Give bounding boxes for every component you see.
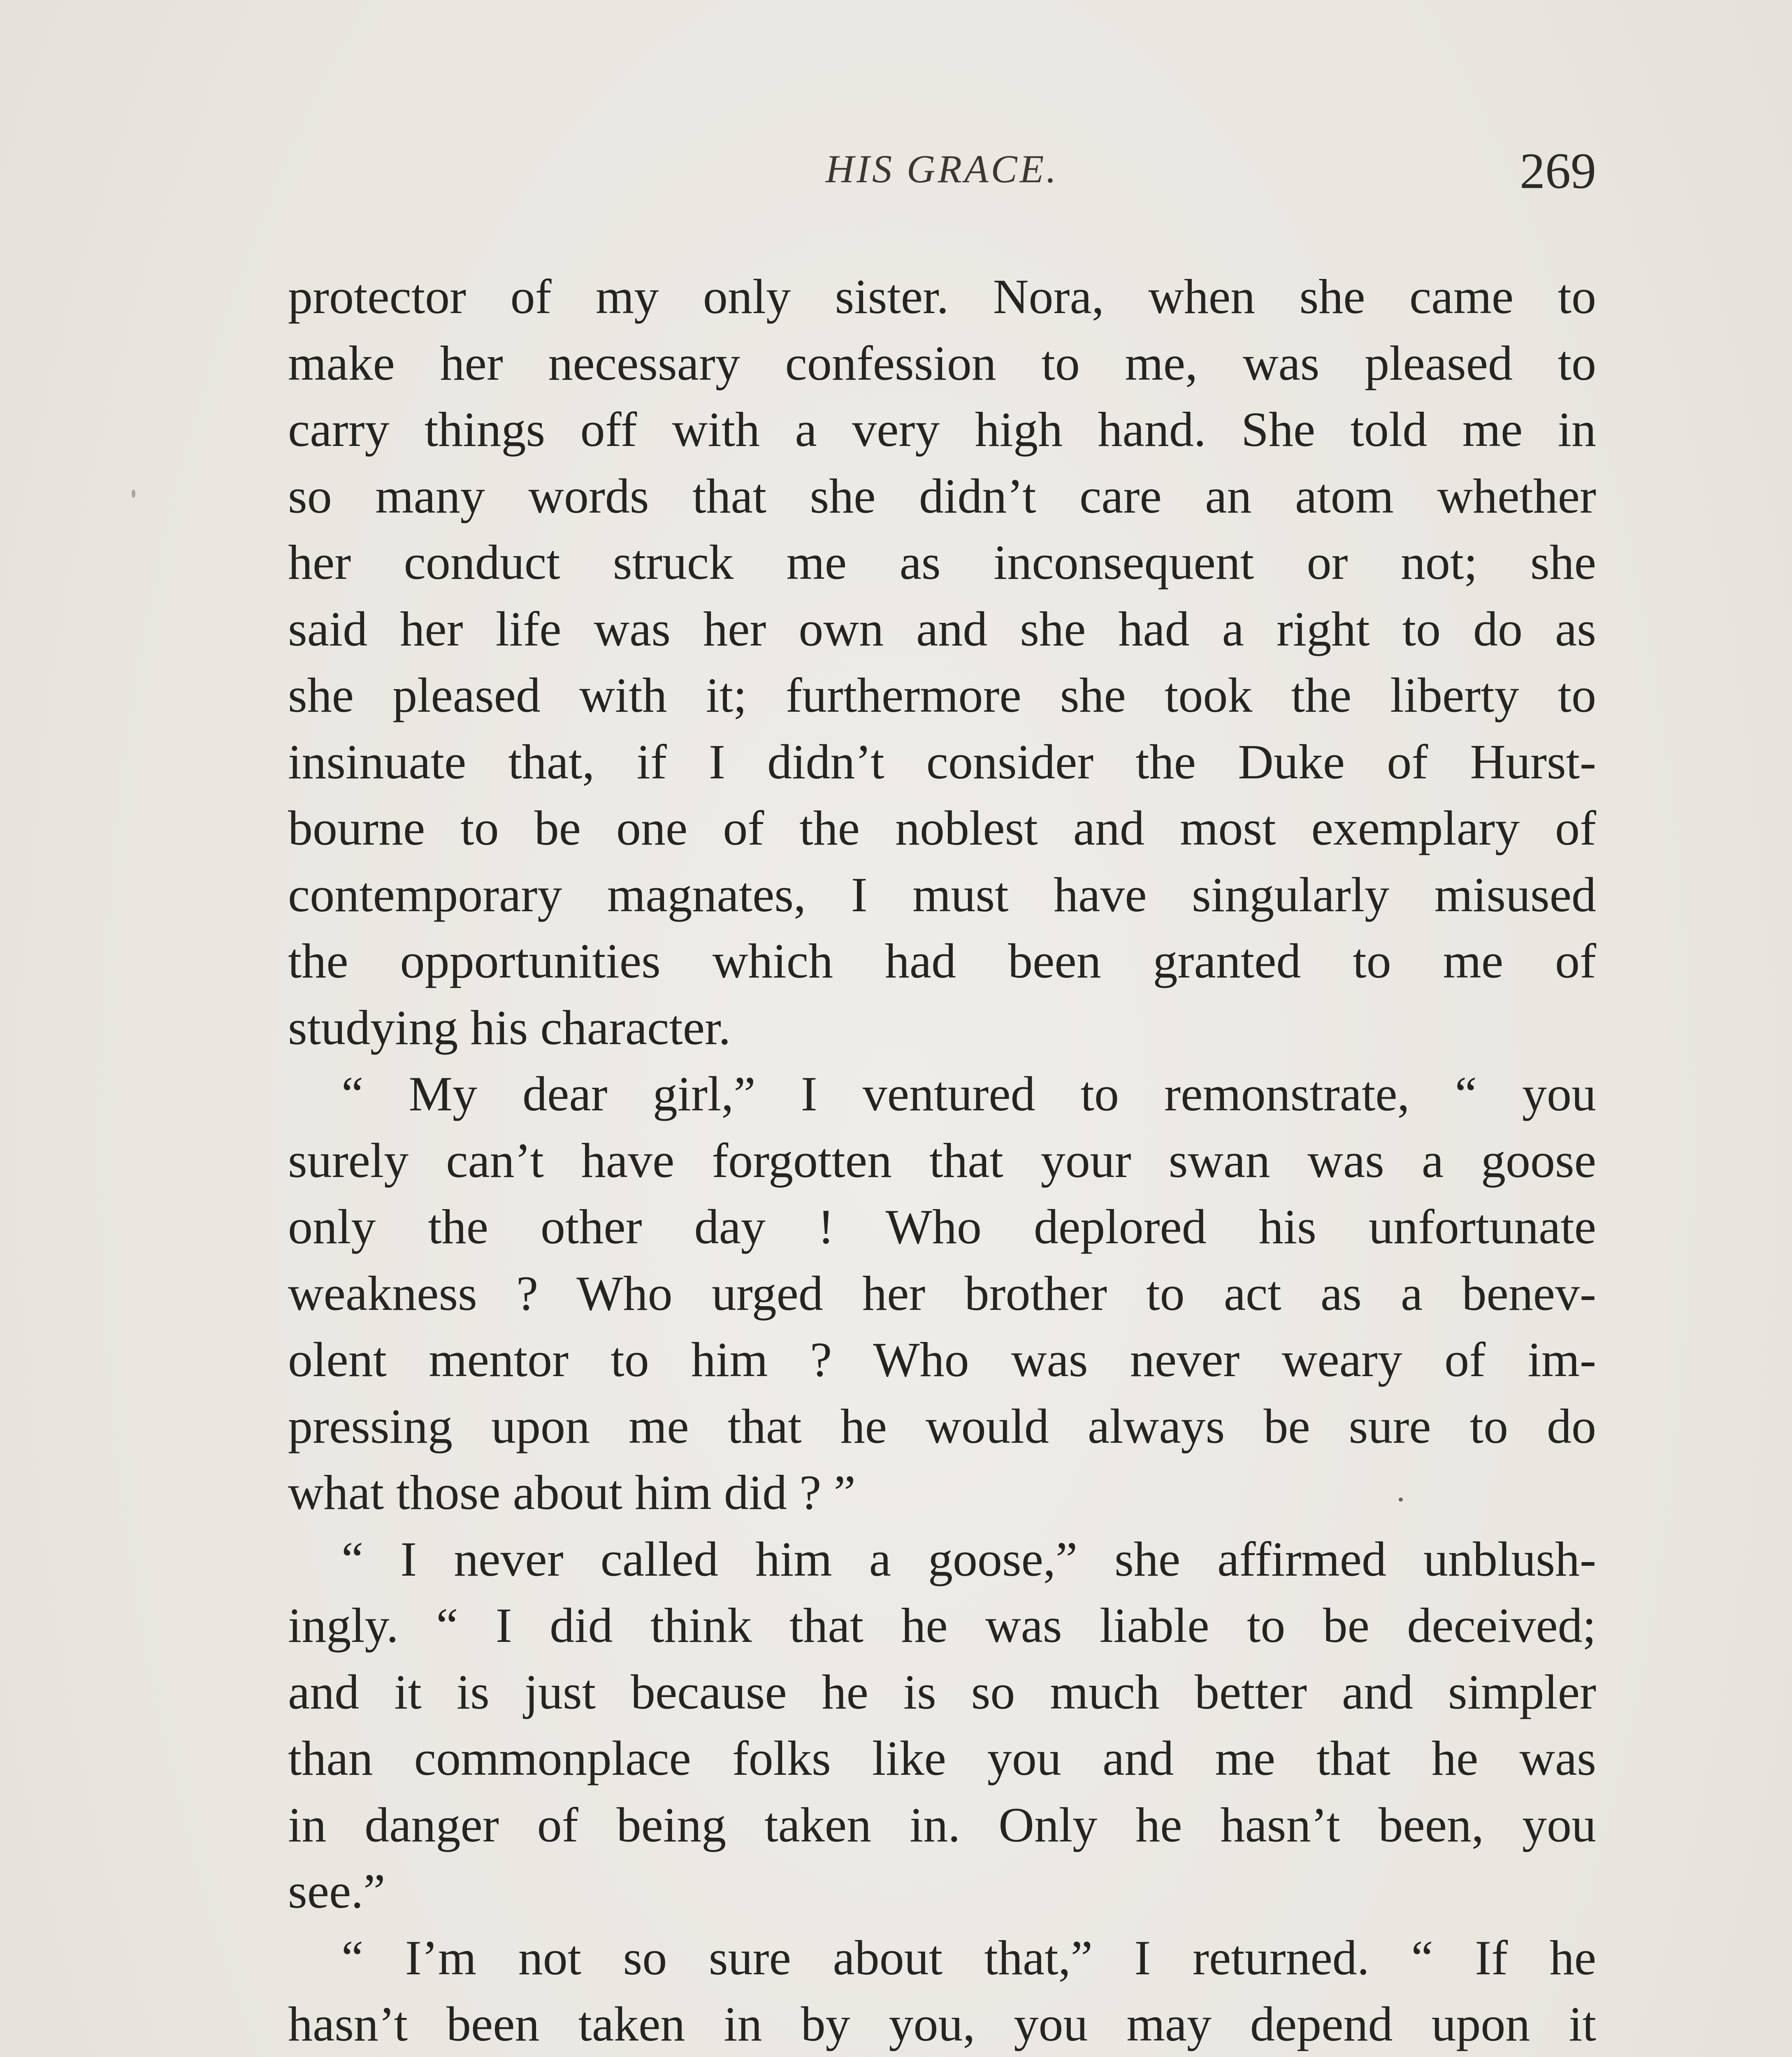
- text-line: see.”: [288, 1864, 385, 1918]
- running-title: HIS GRACE.: [825, 147, 1059, 191]
- text-line: in danger of being taken in. Only he hasn’t been, you: [288, 1797, 1596, 1852]
- text-line: ingly. “ I did think that he was liable to be deceived;: [288, 1598, 1596, 1653]
- text-line: than commonplace folks like you and me that he was: [288, 1731, 1596, 1785]
- text-line: so many words that she didn’t care an atom whether: [288, 468, 1596, 523]
- text-line: contemporary magnates, I must have singularly misused: [288, 867, 1596, 922]
- text-line: her conduct struck me as inconsequent or not; she: [288, 535, 1596, 590]
- text-line: carry things off with a very high hand. She told me in: [288, 402, 1596, 457]
- text-line: the opportunities which had been granted to me of: [288, 933, 1596, 988]
- text-line: olent mentor to him ? Who was never weary of im-: [288, 1332, 1596, 1387]
- text-line: hasn’t been taken in by you, you may depend upon it: [288, 1997, 1596, 2051]
- text-line: what those about him did ? ”: [288, 1465, 856, 1520]
- page-number: 269: [1520, 143, 1596, 199]
- text-line: bourne to be one of the noblest and most exemplary of: [288, 801, 1596, 855]
- text-line: only the other day ! Who deplored his unfortunate: [288, 1199, 1596, 1254]
- paper-speck: [132, 490, 135, 498]
- paper-speck: [1399, 1497, 1403, 1502]
- text-line: studying his character.: [288, 1000, 731, 1055]
- text-line: surely can’t have forgotten that your swan was a goose: [288, 1133, 1596, 1188]
- text-line: pressing upon me that he would always be sure to do: [288, 1398, 1596, 1453]
- text-line: insinuate that, if I didn’t consider the Duke of Hurst-: [288, 734, 1596, 789]
- text-line: and it is just because he is so much better and simpler: [288, 1664, 1596, 1719]
- text-line: said her life was her own and she had a right to do as: [288, 601, 1596, 656]
- text-line: protector of my only sister. Nora, when she came to: [288, 269, 1596, 324]
- page-header: [288, 142, 1596, 199]
- text-line: “ I’m not so sure about that,” I returned. “ If he: [341, 1930, 1596, 1985]
- text-line: make her necessary confession to me, was pleased to: [288, 335, 1596, 390]
- text-line: weakness ? Who urged her brother to act as a benev-: [288, 1265, 1596, 1321]
- body-text: [288, 263, 1596, 2057]
- text-line: “ I never called him a goose,” she affirmed unblush-: [341, 1531, 1596, 1586]
- text-line: “ My dear girl,” I ventured to remonstrate, “ you: [341, 1066, 1596, 1121]
- text-line: she pleased with it; furthermore she took the liberty to: [288, 668, 1596, 722]
